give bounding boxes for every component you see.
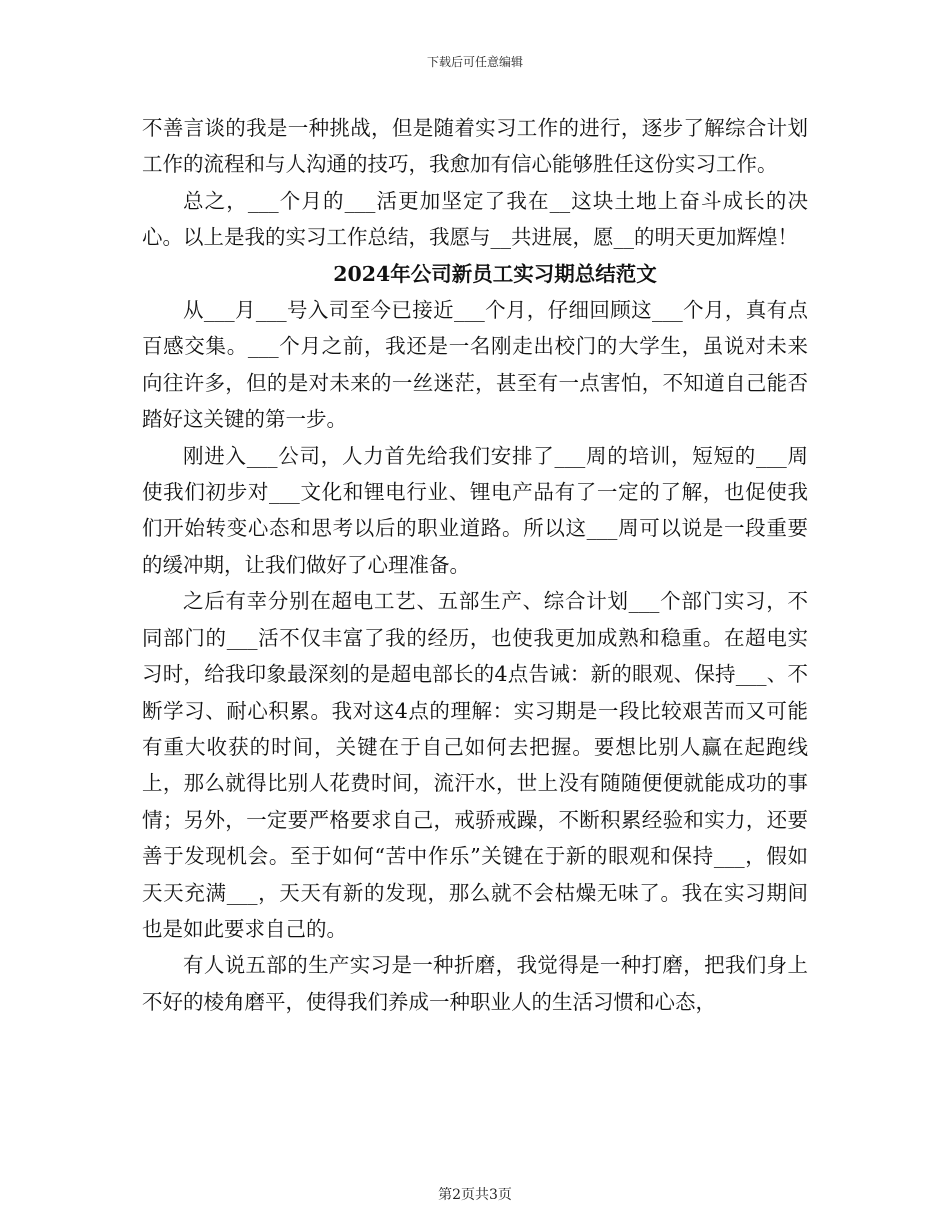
paragraph: 总之，___个月的___活更加坚定了我在__这块土地上奋斗成长的决心。以上是我的实习工作总结，我愿与__共进展，愿__的明天更加辉煌！ <box>142 188 808 250</box>
paragraph: 从___月___号入司至今已接近___个月，仔细回顾这___个月，真有点百感交集。___个月之前，我还是一名刚走出校门的大学生，虽说对未来向往许多，但的是对未来的一丝迷茫，甚至有一点害怕，不知道自己能否踏好这关键的第一步。 <box>142 298 808 432</box>
page-footer: 第2页共3页 <box>438 1187 512 1203</box>
paragraph: 刚进入___公司，人力首先给我们安排了___周的培训，短短的___周使我们初步对___文化和锂电行业、锂电产品有了一定的了解，也促使我们开始转变心态和思考以后的职业道路。所以这___周可以说是一段重要的缓冲期，让我们做好了心理准备。 <box>142 443 808 577</box>
paragraph: 之后有幸分别在超电工艺、五部生产、综合计划___个部门实习，不同部门的___活不仅丰富了我的经历，也使我更加成熟和稳重。在超电实习时，给我印象最深刻的是超电部长的4点告诫：新的眼观、保持___、不断学习、耐心积累。我对这4点的理解：实习期是一段比较艰苦而又可能有重大收获的时间，关键在于自己如何去把握。要想比别人赢在起跑线上，那么就得比别人花费时间，流汗水，世上没有随随便便就能成功的事情；另外，一定要严格要求自己，戒骄戒躁，不断积累经验和实力，还要善于发现机会。至于如何“苦中作乐”关键在于新的眼观和保持___，假如天天充满___，天天有新的发现，那么就不会枯燥无味了。我在实习期间也是如此要求自己的。 <box>142 589 808 941</box>
paragraph: 有人说五部的生产实习是一种折磨，我觉得是一种打磨，把我们身上不好的棱角磨平，使得我们养成一种职业人的生活习惯和心态， <box>142 953 808 1014</box>
page-header: 下载后可任意编辑 <box>426 55 523 69</box>
document-body <box>142 110 808 1020</box>
section-title: 2024年公司新员工实习期总结范文 <box>333 261 657 286</box>
paragraph: 不善言谈的我是一种挑战，但是随着实习工作的进行，逐步了解综合计划工作的流程和与人沟通的技巧，我愈加有信心能够胜任这份实习工作。 <box>142 116 808 177</box>
